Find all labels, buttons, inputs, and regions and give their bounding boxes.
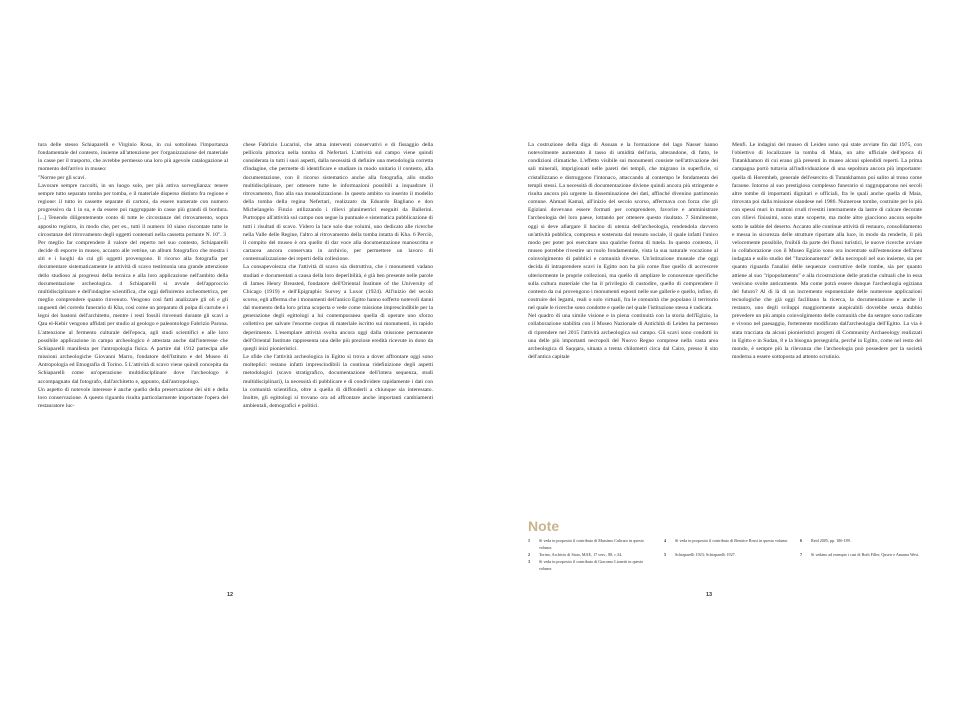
paragraph: chese Fabrizio Lucarini, che attua interventi conservativi e di fissaggio della pellicola pittorica nella tomba di Nefertari. L'attività sul campo viene quindi considerata in tutti i suoi aspetti, dalla necessità di definire una metodologia corretta d'indagine, che permette di identificare e studiare in modo unitario il contesto, alla documentazione, con il ricorso sistematico anche alla fotografia, allo studio multidisciplinare, per ottenere tutte le informazioni possibili a inquadrare il ritrovamento, fino alla sua musealizzazione. In questo ambito va inserito il modello della tomba della regina Nefertari, realizzato da Edoardo Bagliano e don Michelangelo Finzio utilizzando i rilievi planimetrici eseguiti da Ballerini. Purtroppo all'attività sul campo non segue la puntuale e sistematica pubblicazione di tutti i risultati di scavo. Videro la luce solo due volumi, uno dedicato alle ricerche nella Valle delle Regine, l'altro al ritrovamento della tomba intatta di Kha. 6 Perciò, il compito del museo è ora quello di dar voce alla documentazione manoscritta e cartacea ancora conservata in archivio, per permettere un lavoro di contestualizzazione dei reperti della collezione. xyxy=(243,142,433,263)
footnote-text: Si veda in proposito il contributo di Massimo Cultraro in questo volume. xyxy=(539,538,644,550)
page-number: 13 xyxy=(706,592,713,598)
paragraph: Le sfide che l'attività archeologica in Egitto si trova a dover affrontare oggi sono molteplici: restano infatti imprescindibili la continua ridefinizione degli aspetti metodologici (scavo stratigrafico, documentazione dell'intera sequenza, studi multidisciplinari), la necessità di pubblicare e di condividere rapidamente i dati con la comunità scientifica, oltre a quella di diffonderli a chiunque sia interessato. Inoltre, gli egittologi si trovano ora ad affrontare anche importanti cambiamenti ambientali, demografici e politici. xyxy=(243,354,433,409)
paragraph: "Norme per gli scavi. xyxy=(38,174,86,181)
footnote-text: Si veda in proposito il contributo di Giacomo Lionetti in questo volume. xyxy=(539,559,644,571)
paragraph: La consapevolezza che l'attività di scavo sia distruttiva, che i monumenti vadano studiati e documentati a causa della loro deperibilità, è già ben presente nelle parole di James Henry Breasted, fondatore dell'Oriental Institute of the University of Chicago (1919) e dell'Epigraphic Survey a Luxor (1924). All'inizio del secolo scorso, egli afferma che i monumenti dell'antico Egitto hanno sofferto notevoli danni dal momento della loro prima scoperta e vede come missione imprescindibile per la generazione degli egittologi a lui contemporanea quella di operare uno sforzo collettivo per salvare l'enorme corpus di materiale iscritto sui monumenti, in rapido deperimento. L'esemplare attività svolta ancora oggi dalla missione permanente dell'Oriental Institute rappresenta una delle più preziose eredità ricevute in dono da quegli inizi pionieristici. xyxy=(243,264,433,352)
footnote-number: 2 xyxy=(528,552,531,557)
paragraph: tura delle stesso Schiaparelli e Virginio Rosa, in cui sottolinea l'importanza fondamentale del contesto, insieme all'attenzione per l'organizzazione del materiale in casse per il trasporto, che avrebbe permesso una loro più agevole catalogazione al momento dell'arrivo in museo: xyxy=(38,142,228,173)
footnote-number: 5 xyxy=(664,552,667,557)
footnote-number: 1 xyxy=(528,538,531,543)
footnote xyxy=(800,537,928,551)
footnote-text: Torino, Archivio di Stato, MAE, 17 vers., 88, c.34. xyxy=(539,552,623,557)
footnote xyxy=(528,558,664,572)
footnote xyxy=(528,551,664,558)
footnote-number: 7 xyxy=(800,552,803,557)
right-page-column-2 xyxy=(732,141,922,511)
page-number: 12 xyxy=(227,592,234,598)
footnote xyxy=(664,551,800,558)
footnote-number: 3 xyxy=(528,559,531,564)
right-page-column-1 xyxy=(528,141,718,511)
footnote-text: Schiaparelli 1923; Schiaparelli 1927. xyxy=(675,552,736,557)
paragraph: La costruzione della diga di Assuan e la formazione del lago Nasser hanno notevolmente aumentato il tasso di umidità dell'aria, alterandone, di fatto, le condizioni climatiche. L'effetto visibile sui monumenti consiste nell'attivazione dei sali minerali, imprigionati nelle pareti dei templi, che migrano in superficie, si cristallizzano e distruggono l'intonaco, attaccando al contempo le fondamenta dei templi stessi. La necessità di documentazione diviene quindi ancora più stringente e risulta ancora più urgente la disseminazione dei dati, affinché divenino patrimonio comune. Ahmad Kamal, all'inizio del secolo scorso, affermava con forza che gli Egiziani dovevano essere formati per comprendere, favorire e amministrare l'archeologia del loro paese, lottando per ottenere questo risultato. 7 Similmente, oggi si deve allargare il bacino di utenza dell'archeologia, rendendola davvero un'attività pubblica, compresa e sostenuta dal tessuto sociale, il quale infatti l'unico modo per poter poi esercitare una qualche forma di tutela. In questo contesto, il museo potrebbe rivestire un ruolo fondamentale, vista la sua naturale vocazione al coinvolgimento di pubblici e comunità diverse. Un'istituzione museale che oggi decida di intraprendere scavi in Egitto non ha più come fine quello di accrescere ulteriormente le proprie collezioni, ma quello di ampliare le conoscenze specifiche sulla cultura materiale che ha il privilegio di custodire, quello di comprendere il contesto da cui provengono i monumenti esposti nelle sue gallerie e quello, infine, di costruire dei legami, reali o solo virtuali, fra le comunità che popolano il territorio nel quale le ricerche sono condotte e quelle nel quale l'istituzione stessa è radicata. xyxy=(528,142,718,312)
left-page-column-1 xyxy=(38,141,228,573)
footnote-text: Si veda in proposito il contributo di Beatrice Rossi in questo volume. xyxy=(675,538,789,543)
notes-heading: Note xyxy=(528,518,560,534)
paragraph: Per meglio far comprendere il valore del reperto nel suo contesto, Schiaparelli decide di esporre in museo, accanto alle vetrine, un album fotografico che mostra i siti e i luoghi da cui gli oggetti provengono. Il ricorso alla fotografia per documentare sistematicamente le attività di scavo testimonia una grande attenzione dello studioso ai progressi della tecnica e alla loro applicazione nell'ambito della documentazione archeologica. 4 Schiaparelli si avvale dell'approccio multidisciplinare e dell'indagine scientifica, che oggi definiremo archeometrica, per meglio comprendere quanto rinvenuto. Vengono così fatti analizzare gli oli e gli unguenti del corredo funerario di Kha, così come un preparato di polpa di carrube e i legni dei bastoni dell'architetto, mentre i resti fossili rinvenuti durante gli scavi a Qau el-Kebir vengono affidati per studio al geologo e paleontologo Fabrizio Parona. L'attenzione al fermento culturale dell'epoca, agli studi scientifici e alle loro possibile applicazione in campo archeologico è attestata anche dall'interesse che Schiaparelli manifesta per l'antropologia fisica. A partire dal 1912 partecipa alle missioni archeologiche Giovanni Marro, fondatore dell'Istituto e del Museo di Antropologia ed Etnografia di Torino. 5 L'attività di scavo viene quindi concepita da Schiaparelli come un'operazione multidisciplinare dove l'archeologo è accompagnato dal fotografo, dall'architetto e, appunto, dall'antropologo. xyxy=(38,239,228,385)
paragraph: Nel quadro di una simile visione e in piena continuità con la storia dell'Egizio, la collaborazione stabilita con il Museo Nazionale di Antichità di Leiden ha permesso di riprendere nel 2015 l'attività archeologica sul campo. Gli scavi sono condotti in una delle più importanti necropoli del Nuovo Regno comprese nella vasta area archeologica di Saqqara, situata a trenta chilometri circa dal Cairo, presso il sito dell'antica capitale xyxy=(528,313,718,361)
paragraph: Lavorare sempre raccolti, in un luogo solo, per più attiva sorveglianza: tenere sempre tutto separato tomba per tomba, e il materiale disperso distinto fra regione e regione: il tutto in cassette separate di cartoni, da essere numerate con numero progressivo da 1 in su, e da essere poi raggruppate in casse più grandi di bordura. [...] Tenendo diligentemente conto di tutte le circostanze del ritrovamento, sopra apposito registro, in modo che, per es., tutti il numero 10 siano riscontate tutte le circostanze del ritrovamento degli oggetti contenuti nella cassetta portante N. 10". 3 xyxy=(38,182,228,238)
footnote xyxy=(664,537,800,551)
right-page xyxy=(480,0,960,720)
paragraph: Menfi. Le indagini del museo di Leiden sono qui state avviate fin dal 1975, con l'obiettivo di localizzare la tomba di Maia, un alto ufficiale dell'epoca di Tutankhamon di cui erano già presenti in museo alcuni splendidi reperti. La prima campagna portò tuttavia all'individuazione di una sepoltura ancora più importante: quella di Horemheb, generale dell'esercito di Tutankhamon poi salito al trono come faraone. Intorno al suo prestigioso complesso funerario si raggrupparono nei secoli altre tombe di importanti dignitari e ufficiali, fra le quali anche quella di Maia, ritrovata poi dalla missione olandese nel 1986. Numerose tombe, costruite per lo più con spessi muri in mattoni crudi rivestiti internamente da lastre di calcare decorate con rilievi finissimi, sono state scoperte, ma molte altre giacciono ancora sepolte sotto le sabbie del deserto. Accanto alle continue attività di restauro, consolidamento e messa in sicurezza delle strutture riportate alla luce, in modo da renderle, il più velocemente possibile, fruibili da parte dei flussi turistici, le nuove ricerche avviate in collaborazione con il Museo Egizio sono ora incentrate sull'estensione dell'area indagata e sullo studio del "funzionamento" della necropoli nel suo insieme, sia per quanto riguarda l'analisi delle sequenze costruttive delle tombe, sia per quanto attiene al suo "ripopolamento" e alla ricostruzione delle pratiche cultuali che in essa venivano svolte anticamente. Ma come potrà essere dunque l'archeologia egiziana del futuro? Al di là di un incremento esponenziale delle numerose applicazioni tecnologiche che già oggi facilitano la ricerca, la documentazione e anche il restauro, uno degli sviluppi maggiormente auspicabili dovrebbe senza dubbio prevedere un più ampio coinvolgimento delle comunità che da sempre sono radicate e vivono nel paesaggio, fortemente modificato dall'archeologia dell'Egitto. La via è stata tracciata da alcuni pionieristici progetti di Community Archaeology realizzati in Egitto e in Sudan, 8 e la bisogna perseguirla, perché in Egitto, come nel resto del mondo, è sempre più la rilevanza che l'archeologia può possedere per la società moderna a essere sottoposta ad attento scrutinio. xyxy=(732,142,922,361)
footnote-number: 6 xyxy=(800,538,803,543)
footnotes xyxy=(528,537,928,572)
footnote xyxy=(800,551,928,558)
paragraph: Un aspetto di notevole interesse è anche quello della preservazione dei siti e della loro conservazione. A questo riguardo risulta particolarmente importante l'opera del restauratore luc- xyxy=(38,386,228,409)
footnote-text: Reid 2005, pp. 186-189. xyxy=(811,538,851,543)
left-page-column-2 xyxy=(243,141,433,573)
footnote xyxy=(528,537,664,551)
footnote-number: 4 xyxy=(664,538,667,543)
footnote-text: Si vedano ad esempio i casi di Roth Filler, Quseir e Amarna West. xyxy=(811,552,920,557)
